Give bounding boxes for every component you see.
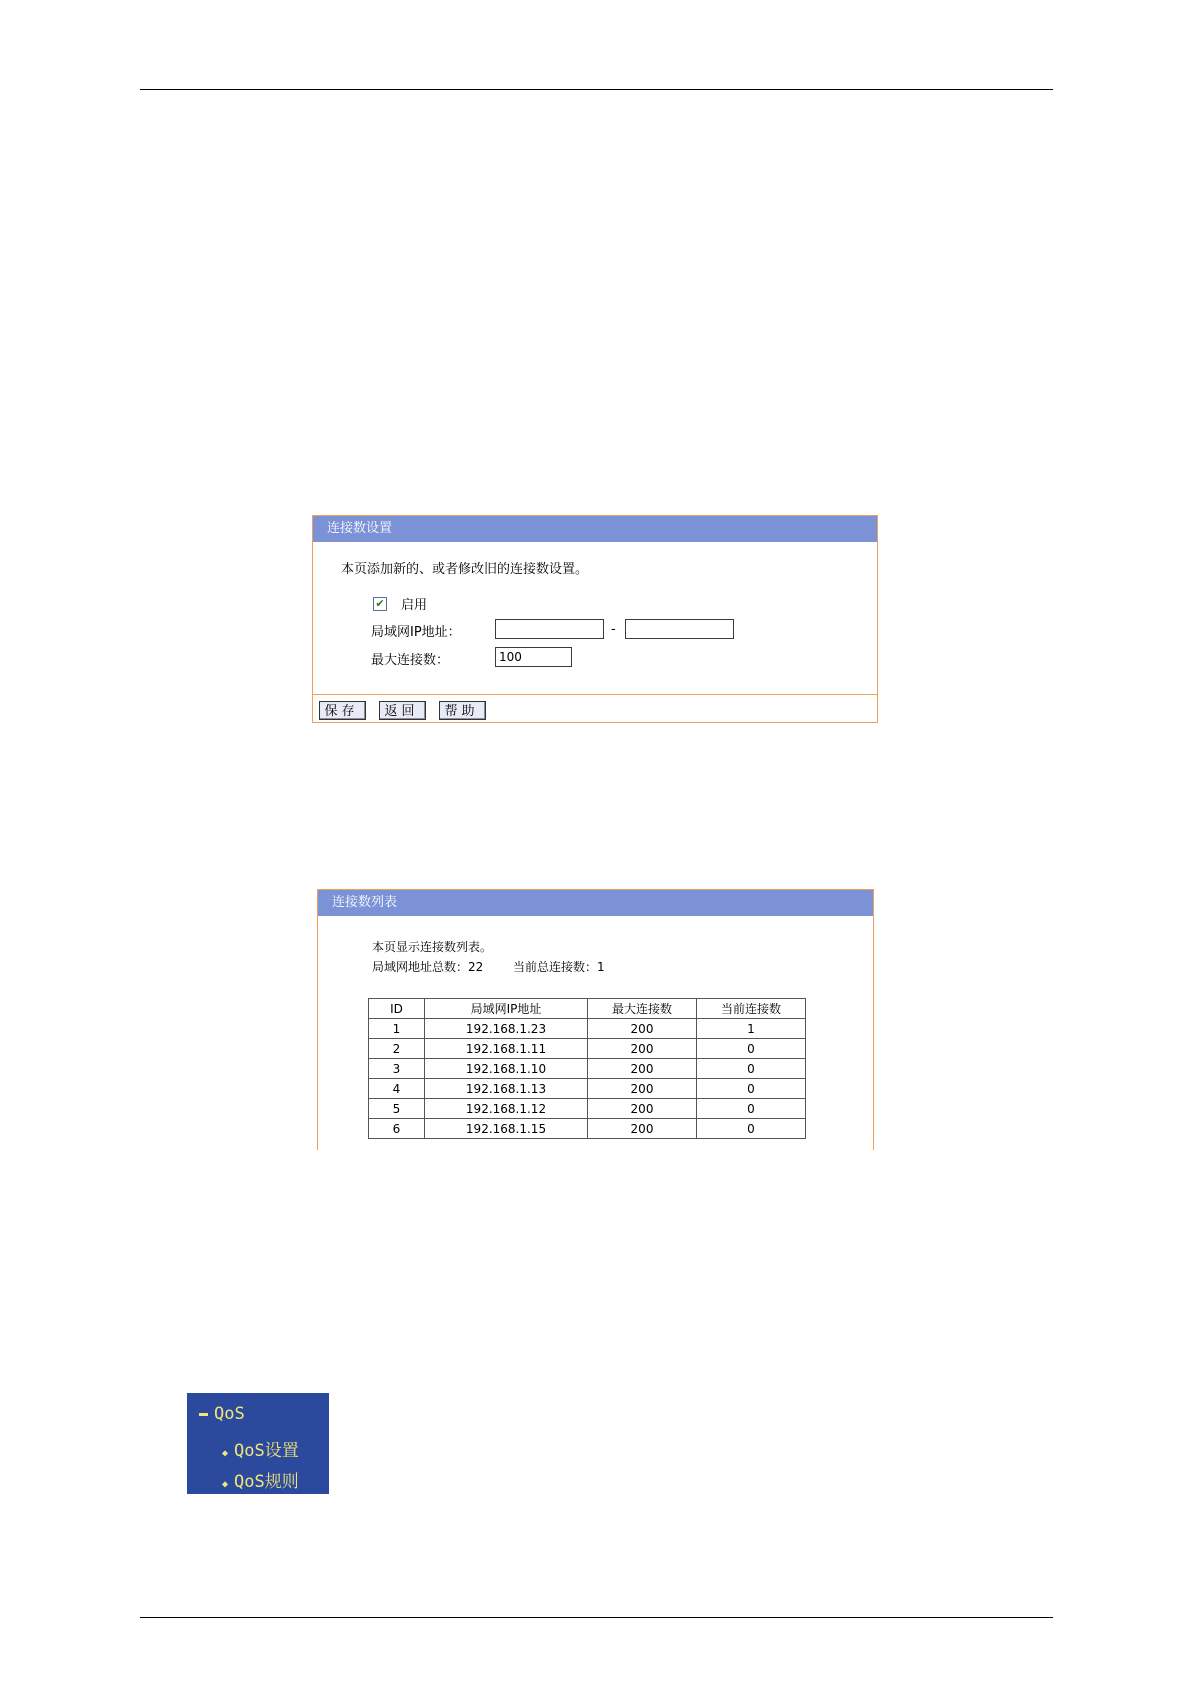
qos-settings-label: QoS设置 <box>234 1441 299 1461</box>
cell-current: 0 <box>697 1079 806 1099</box>
cell-max: 200 <box>588 1079 697 1099</box>
qos-root-item[interactable] <box>199 1404 245 1424</box>
cell-current: 0 <box>697 1039 806 1059</box>
cell-id: 4 <box>369 1079 425 1099</box>
cell-ip: 192.168.1.10 <box>425 1059 588 1079</box>
cell-ip: 192.168.1.13 <box>425 1079 588 1099</box>
enable-row <box>373 594 427 613</box>
button-bar <box>313 694 877 724</box>
lan-ip-label: 局域网IP地址： <box>371 625 461 640</box>
col-header: 最大连接数 <box>588 999 697 1019</box>
max-conn-input[interactable] <box>495 647 572 667</box>
check-icon: ✔ <box>375 596 385 610</box>
cell-ip: 192.168.1.23 <box>425 1019 588 1039</box>
panel-title: 连接数列表 <box>318 890 873 916</box>
cell-max: 200 <box>588 1019 697 1039</box>
table-row <box>369 1099 806 1119</box>
cell-max: 200 <box>588 1099 697 1119</box>
table-row <box>369 1019 806 1039</box>
table-row <box>369 1119 806 1139</box>
lan-ip-end-input[interactable] <box>625 619 734 639</box>
panel-title: 连接数设置 <box>313 516 877 542</box>
ip-range-separator: - <box>611 622 616 637</box>
cell-id: 5 <box>369 1099 425 1119</box>
cell-max: 200 <box>588 1119 697 1139</box>
cell-max: 200 <box>588 1039 697 1059</box>
table-row <box>369 1079 806 1099</box>
footer-rule <box>140 1617 1053 1618</box>
list-summary <box>372 958 605 975</box>
connection-table <box>368 998 806 1139</box>
cell-current: 0 <box>697 1099 806 1119</box>
header-rule <box>140 89 1053 90</box>
enable-label: 启用 <box>401 598 428 613</box>
save-button[interactable]: 保存 <box>319 701 366 720</box>
cell-max: 200 <box>588 1059 697 1079</box>
cell-current: 0 <box>697 1059 806 1079</box>
cell-id: 6 <box>369 1119 425 1139</box>
table-header-row <box>369 999 806 1019</box>
cell-ip: 192.168.1.12 <box>425 1099 588 1119</box>
connection-list-panel <box>317 889 874 1150</box>
enable-checkbox[interactable] <box>373 597 387 611</box>
help-button[interactable]: 帮助 <box>439 701 486 720</box>
max-conn-label: 最大连接数： <box>371 653 450 668</box>
qos-settings-item[interactable] <box>222 1436 299 1461</box>
current-value: 1 <box>596 960 605 974</box>
bullet-diamond-icon: ◆ <box>222 1448 229 1459</box>
cell-ip: 192.168.1.11 <box>425 1039 588 1059</box>
table-row <box>369 1059 806 1079</box>
table-row <box>369 1039 806 1059</box>
qos-rules-label: QoS规则 <box>234 1472 299 1492</box>
col-header: ID <box>369 999 425 1019</box>
panel-description: 本页添加新的、或者修改旧的连接数设置。 <box>341 562 589 577</box>
qos-menu <box>187 1393 329 1494</box>
cell-current: 0 <box>697 1119 806 1139</box>
back-button[interactable]: 返回 <box>379 701 426 720</box>
connection-settings-panel <box>312 515 878 723</box>
lan-ip-start-input[interactable] <box>495 619 604 639</box>
cell-ip: 192.168.1.15 <box>425 1119 588 1139</box>
cell-id: 3 <box>369 1059 425 1079</box>
cell-id: 2 <box>369 1039 425 1059</box>
qos-rules-item[interactable] <box>222 1467 299 1492</box>
col-header: 局域网IP地址 <box>425 999 588 1019</box>
cell-current: 1 <box>697 1019 806 1039</box>
qos-root-label: QoS <box>214 1404 245 1424</box>
bullet-diamond-icon: ◆ <box>222 1479 229 1490</box>
list-description: 本页显示连接数列表。 <box>372 940 493 954</box>
cell-id: 1 <box>369 1019 425 1039</box>
current-label: 当前总连接数： <box>512 960 597 974</box>
total-value: 22 <box>468 960 484 974</box>
collapse-icon <box>199 1413 208 1416</box>
col-header: 当前连接数 <box>697 999 806 1019</box>
total-label: 局域网地址总数： <box>372 960 469 974</box>
